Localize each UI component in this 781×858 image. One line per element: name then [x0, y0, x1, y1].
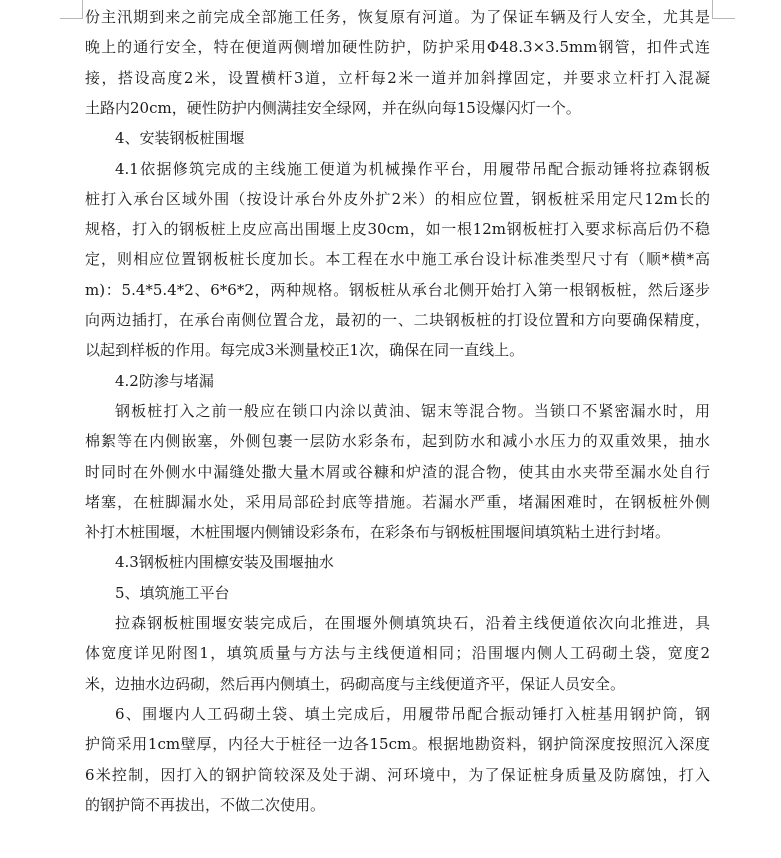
text-line: 堵塞，在桩脚漏水处，采用局部砼封底等措施。若漏水严重，堵漏困难时，在钢板桩外侧	[85, 492, 710, 511]
text-line: 4.3钢板桩内围檩安装及围堰抽水	[115, 553, 334, 572]
text-line: 以起到样板的作用。每完成3米测量校正1次，确保在同一直线上。	[85, 341, 525, 360]
text-line: 定，则相应位置钢板桩长度加长。本工程在水中施工承台设计标准类型尺寸有（顺*横*高	[85, 250, 710, 269]
text-line: 向两边插打，在承台南侧位置合龙，最初的一、二块钢板桩的打设位置和方向要确保精度，	[85, 311, 710, 329]
page-corner-mark-left	[60, 0, 83, 19]
text-line: 补打木桩围堰，木桩围堰内侧铺设彩条布，在彩条布与钢板桩围堰间填筑粘土进行封堵。	[85, 523, 671, 542]
text-line: 4.1依据修筑完成的主线施工便道为机械操作平台，用履带吊配合振动锤将拉森钢板	[115, 159, 710, 178]
text-line: 土路内20cm，硬性防护内侧满挂安全绿网，并在纵向每15设爆闪灯一个。	[85, 98, 581, 117]
text-line: 规格，打入的钢板桩上皮应高出围堰上皮30cm，如一根12m钢板桩打入要求标高后仍不稳	[85, 220, 710, 239]
text-line: 时同时在外侧水中漏缝处撒大量木屑或谷糠和炉渣的混合物，使其由水夹带至漏水处自行	[85, 462, 710, 481]
text-line: 桩打入承台区域外围（按设计承台外皮外扩2米）的相应位置，钢板桩采用定尺12m长的	[85, 189, 710, 208]
text-line: 5、填筑施工平台	[115, 583, 230, 602]
text-line: 接，搭设高度2米，设置横杆3道，立杆每2米一道并加斜撑固定，并要求立杆打入混凝	[85, 68, 710, 87]
text-line: 6米控制，因打入的钢护筒较深及处于湖、河环境中，为了保证桩身质量及防腐蚀，打入	[85, 765, 710, 784]
text-line: 护筒采用1cm壁厚，内径大于桩径一边各15cm。根据地勘资料，钢护筒深度按照沉入深度	[85, 735, 710, 754]
text-line: 的钢护筒不再拔出，不做二次使用。	[85, 795, 326, 814]
text-line: 4、安装钢板桩围堰	[115, 129, 245, 148]
text-line: 拉森钢板桩围堰安装完成后，在围堰外侧填筑块石，沿着主线便道依次向北推进，具	[115, 614, 710, 632]
text-line: 晚上的通行安全，特在便道两侧增加硬性防护，防护采用Φ48.3×3.5mm钢管，扣件式连	[85, 38, 710, 57]
text-line: 体宽度详见附图1，填筑质量与方法与主线便道相同；沿围堰内侧人工码砌土袋，宽度2	[85, 644, 710, 663]
text-line: 份主汛期到来之前完成全部施工任务，恢复原有河道。为了保证车辆及行人安全，尤其是	[85, 8, 710, 26]
text-line: 米，边抽水边码砌，然后再内侧填土，码砌高度与主线便道齐平，保证人员安全。	[85, 674, 626, 693]
page-corner-mark-right	[712, 0, 735, 19]
text-line: 4.2防渗与堵漏	[115, 371, 214, 390]
text-line: m)：5.4*5.4*2、6*6*2，两种规格。钢板桩从承台北侧开始打入第一根钢板桩，然后逐步	[85, 280, 710, 299]
text-line: 钢板桩打入之前一般应在锁口内涂以黄油、锯末等混合物。当锁口不紧密漏水时，用	[115, 401, 710, 420]
text-line: 棉絮等在内侧嵌塞，外侧包裹一层防水彩条布，起到防水和减小水压力的双重效果，抽水	[85, 432, 710, 451]
text-line: 6、围堰内人工码砌土袋、填土完成后，用履带吊配合振动锤打入桩基用钢护筒，钢	[115, 704, 710, 723]
